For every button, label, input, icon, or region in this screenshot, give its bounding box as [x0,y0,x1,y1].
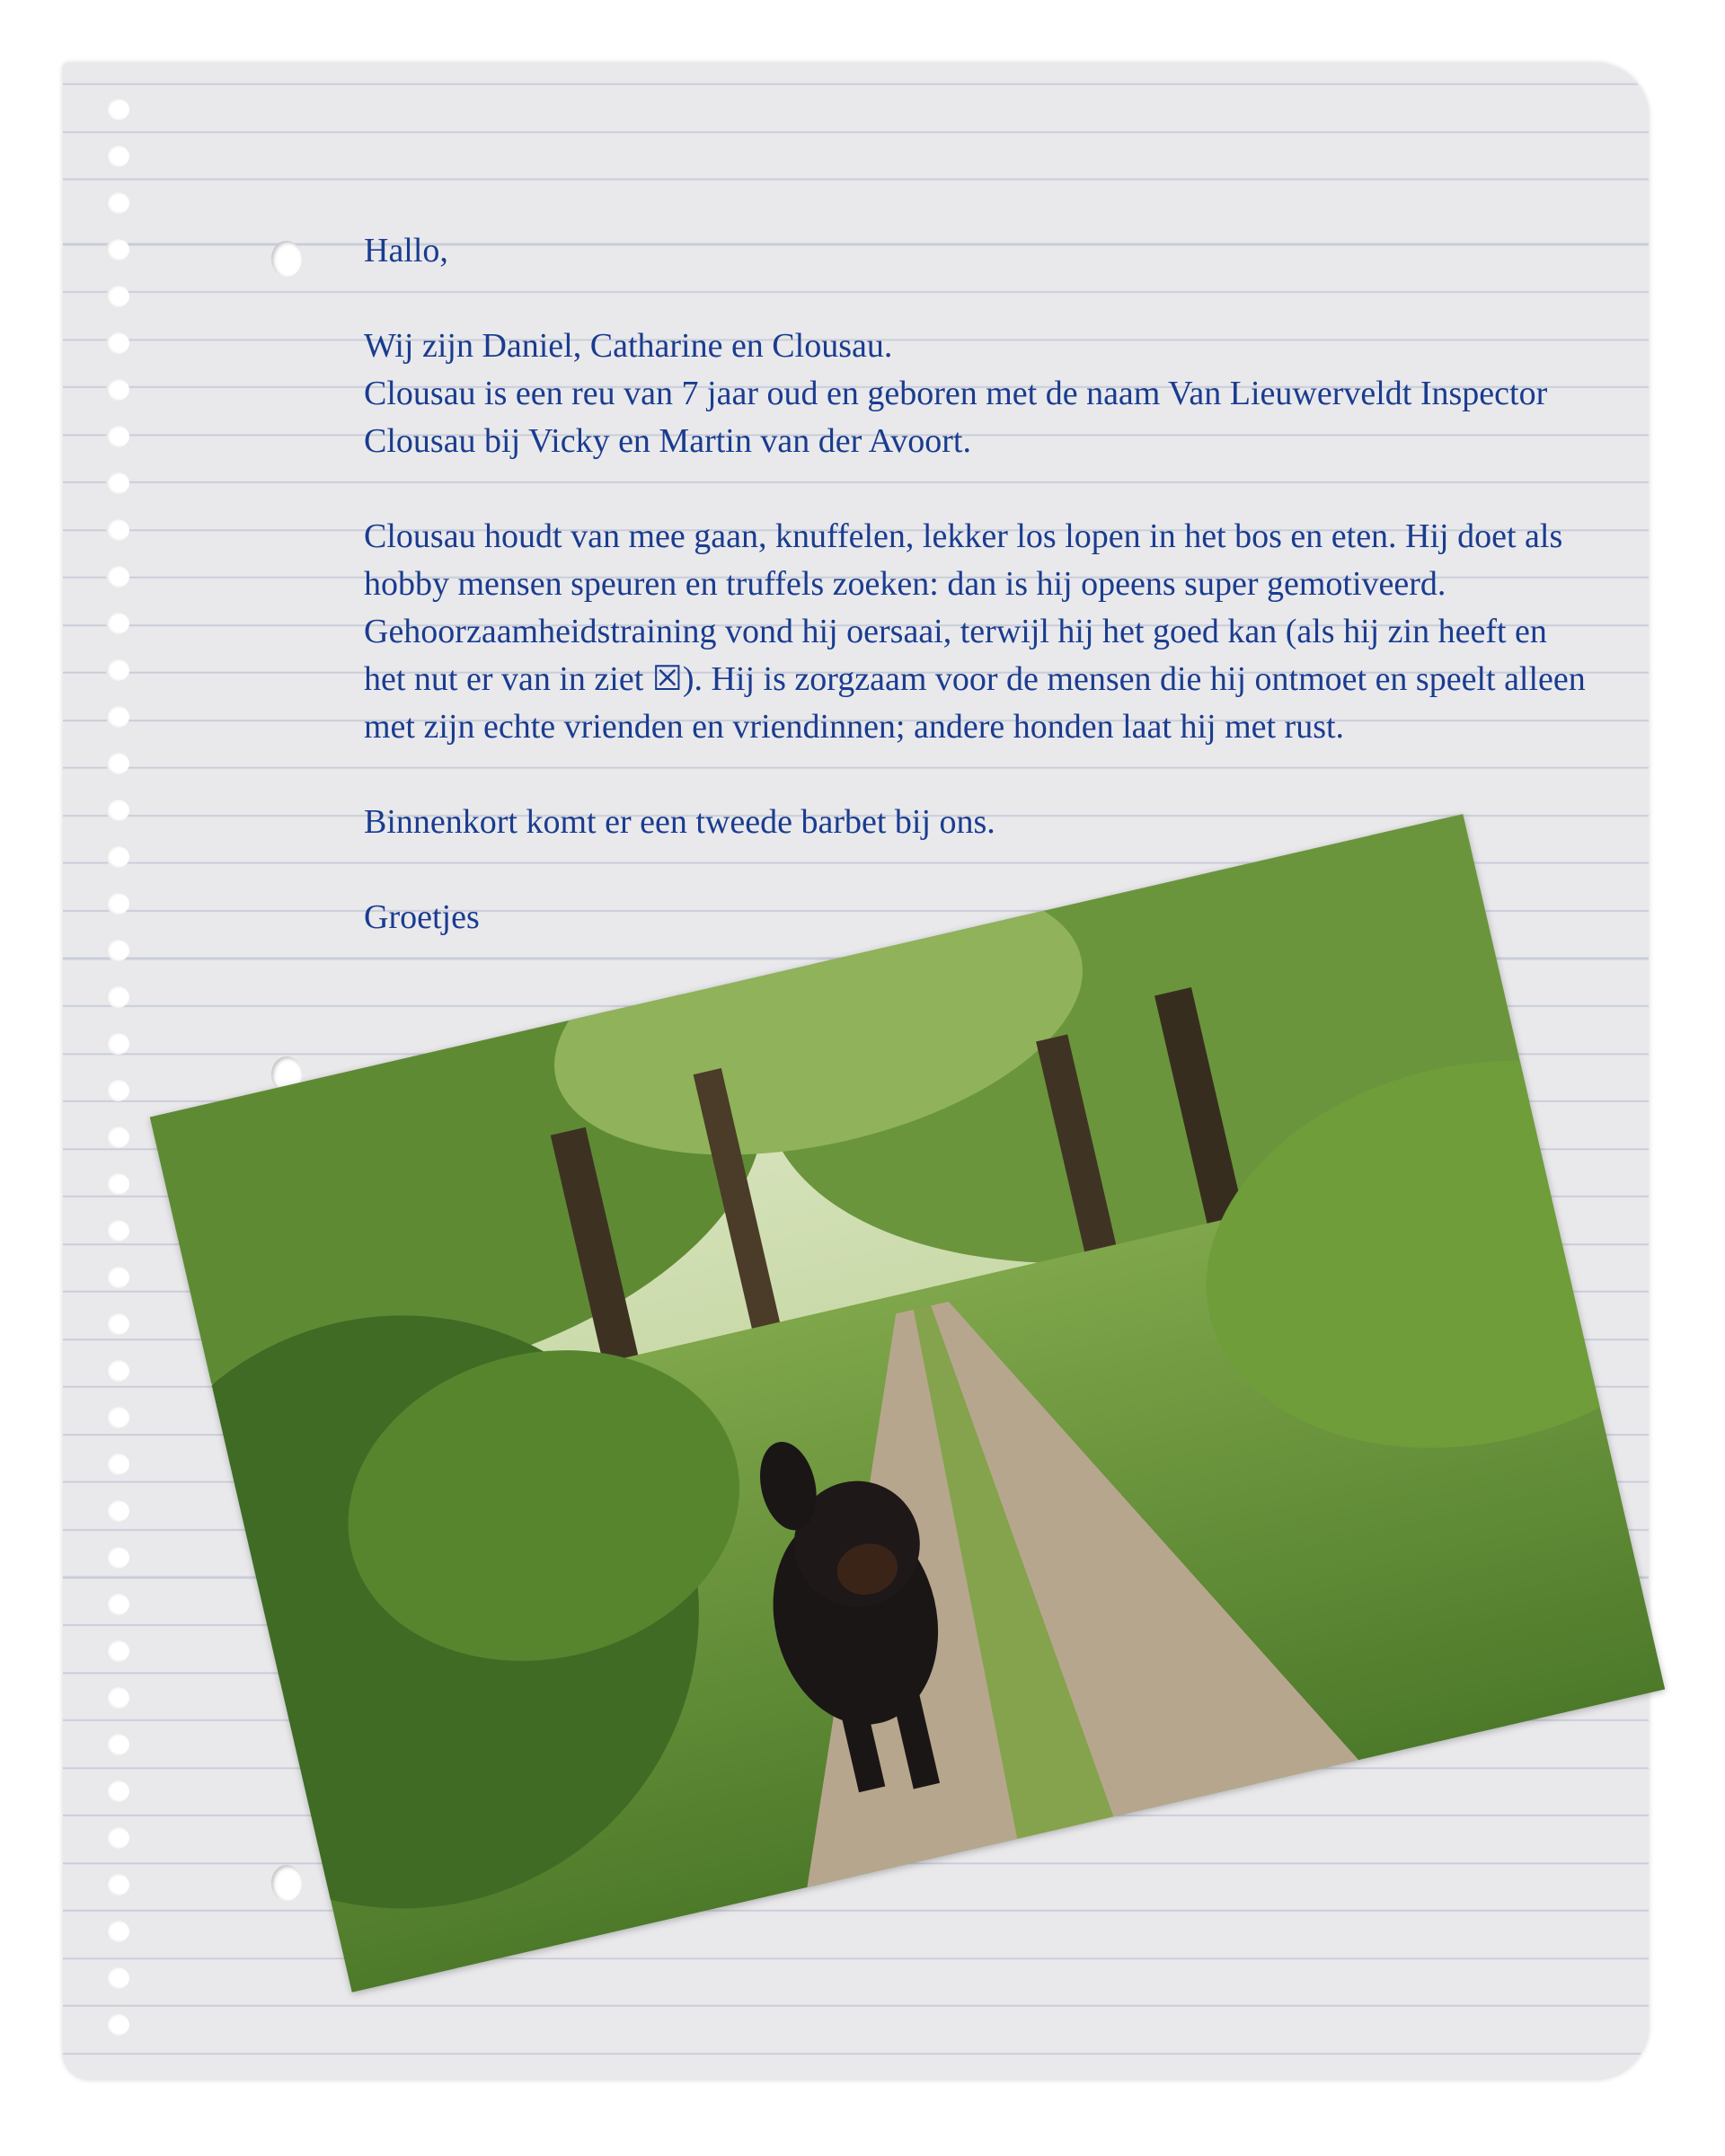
spiral-notch [106,332,129,354]
spiral-notch [106,1921,129,1942]
spiral-notch [106,1033,129,1055]
letter-paragraph-intro: Wij zijn Daniel, Catharine en Clousau. Clousau is een reu van 7 jaar oud en geboren met de naam Van Lieuwerveldt Inspector Clousau bij Vicky en Martin van der Avoort. [364,327,1548,460]
spiral-notch [106,1360,129,1382]
spiral-notch [106,1827,129,1849]
spiral-notch [106,1500,129,1522]
spiral-notch [106,566,129,588]
spiral-notch [106,753,129,774]
letter-greeting: Hallo, [364,232,448,270]
spiral-notch [106,706,129,728]
spiral-notch [106,1313,129,1335]
spiral-notch [106,1874,129,1895]
spiral-notch [106,1454,129,1475]
spiral-notch [106,1594,129,1615]
letter-paragraph-hobbies: Clousau houdt van mee gaan, knuffelen, lekker los lopen in het bos en eten. Hij doet als hobby mensen speuren en truffels zoeken: dan is hij opeens super gemotiveerd. Gehoorzaamheidstraining vond hij oersaai, terwijl hij het goed kan (als hij zin heeft en het nut er van in ziet ☒). Hij is zorgzaam voor de mensen die hij ontmoet en speelt alleen met zijn echte vrienden en vriendinnen; andere honden laat hij met rust. [364,517,1586,746]
spiral-notch [106,99,129,120]
spiral-notch [106,286,129,307]
spiral-notch [106,846,129,868]
spiral-notch [106,192,129,214]
spiral-notch [106,239,129,261]
spiral-notch [106,893,129,915]
spiral-notch [106,2014,129,2036]
spiral-notch [106,1127,129,1148]
spiral-notch [106,1407,129,1428]
letter-closing: Groetjes [364,898,480,936]
letter-paragraph-news: Binnenkort komt er een tweede barbet bij ons. [364,803,995,841]
spiral-notch [106,1220,129,1241]
spiral-notch [106,146,129,167]
spiral-notch [106,1173,129,1195]
spiral-notch [106,613,129,634]
spiral-notch [106,986,129,1008]
spiral-notch [106,659,129,681]
spiral-notch [106,426,129,447]
spiral-notch [106,1547,129,1568]
spiral-notch [106,1267,129,1288]
spiral-notch [106,519,129,541]
spiral-notch [106,473,129,494]
punch-hole-top [271,241,302,277]
spiral-notch [106,379,129,401]
spiral-notch [106,1967,129,1989]
spiral-notch [106,1734,129,1755]
spiral-notch [106,800,129,821]
spiral-notch [106,940,129,961]
spiral-notch [106,1640,129,1662]
punch-hole-bottom [271,1865,302,1901]
spiral-notch [106,1687,129,1709]
spiral-notch [106,1780,129,1802]
torn-spiral-edge [63,63,153,2080]
spiral-notch [106,1080,129,1101]
